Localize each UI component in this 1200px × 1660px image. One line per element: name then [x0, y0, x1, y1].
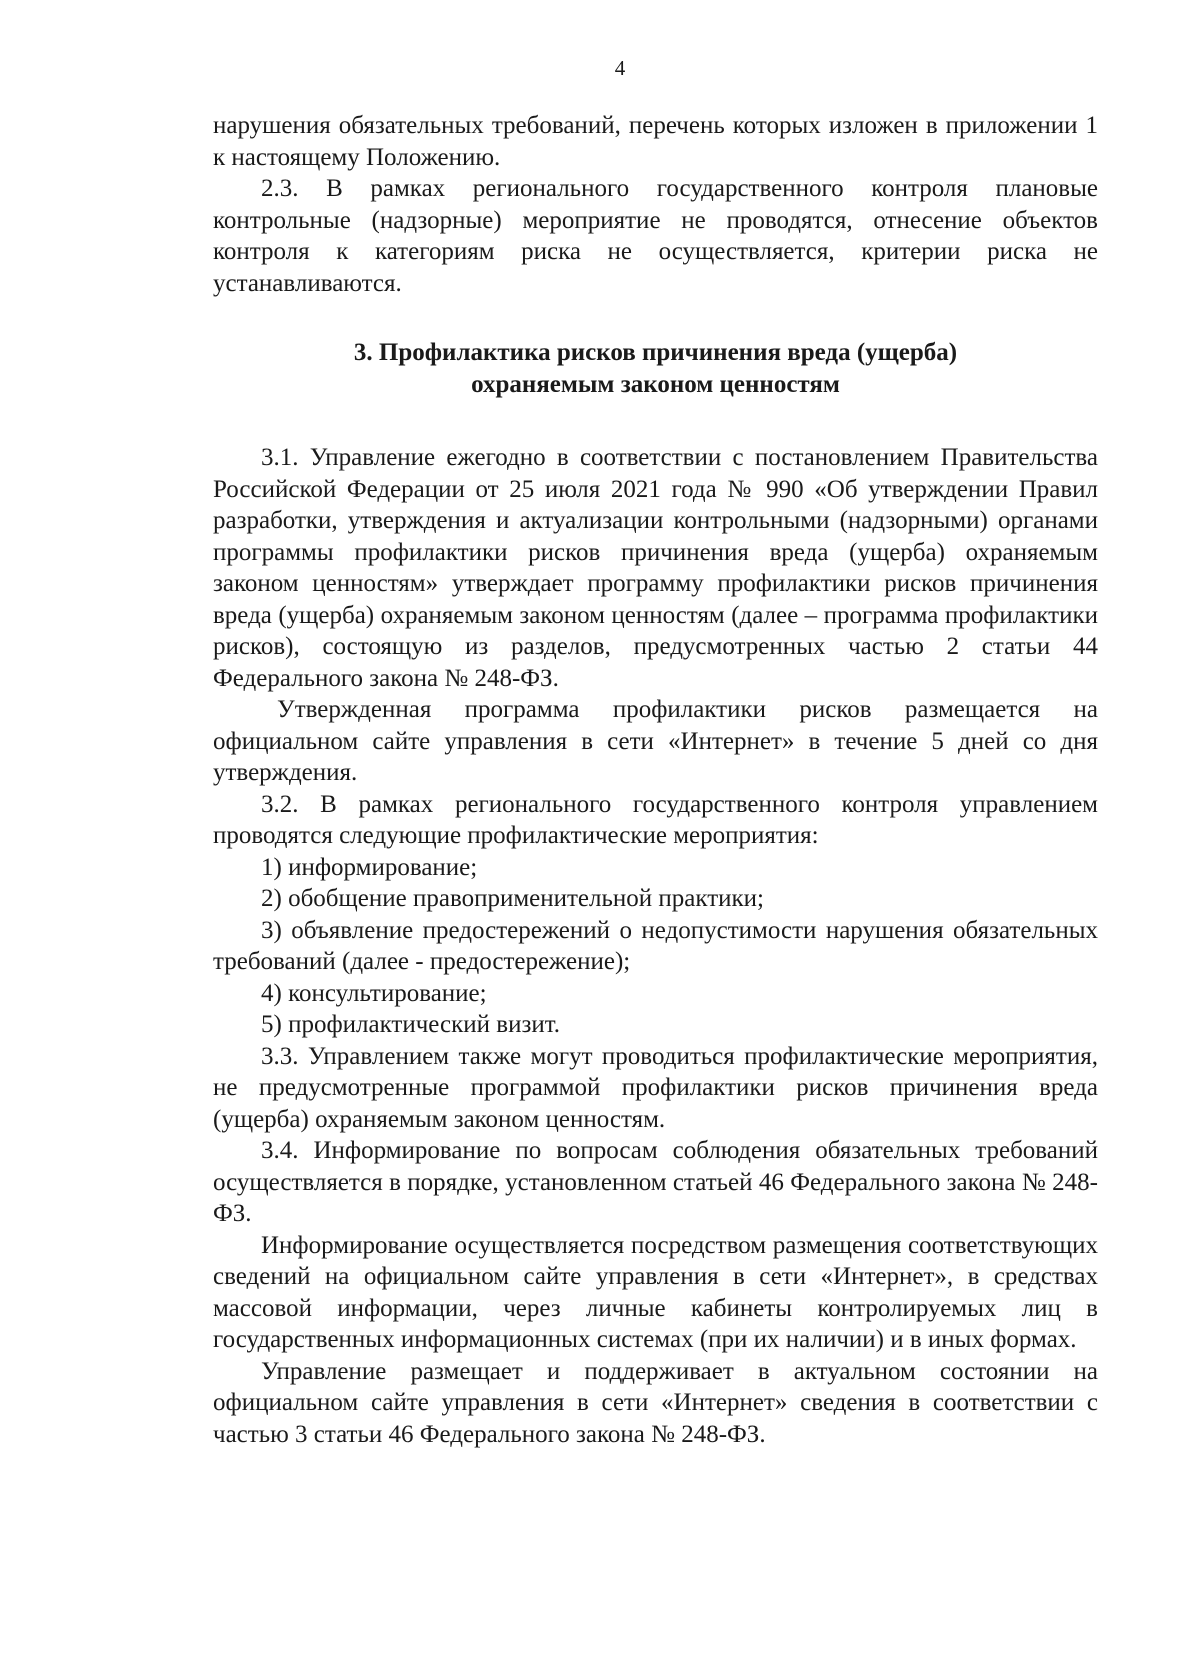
paragraph-continuation: нарушения обязательных требований, перечень которых изложен в приложении 1 к настоящему Положению. — [213, 112, 1098, 171]
paragraph-final: Управление размещает и поддерживает в актуальном состоянии на официальном сайте управления в сети «Интернет» сведения в соответствии с частью 3 статьи 46 Федерального закона № 248-ФЗ. — [213, 1357, 1098, 1448]
page-number: 4 — [614, 56, 626, 80]
paragraph-informing: Информирование осуществляется посредством размещения соответствующих сведений на официальном сайте управления в сети «Интернет», в средствах массовой информации, через личные кабинеты контролируемых лиц в государственных информационных системах (при их наличии) и в иных формах. — [213, 1231, 1098, 1353]
list-item: 5) профилактический визит. — [261, 1011, 560, 1038]
document-body — [213, 110, 1098, 1450]
list-item: 3) объявление предостережений о недопустимости нарушения обязательных требований (далее - предостережение); — [213, 916, 1098, 975]
list-item: 4) консультирование; — [261, 979, 487, 1007]
list-item: 1) информирование; — [261, 853, 478, 881]
paragraph-approved-program: Утвержденная программа профилактики рисков размещается на официальном сайте управления в сети «Интернет» в течение 5 дней со дня утверждения. — [213, 696, 1098, 786]
paragraph-3-2: 3.2. В рамках регионального государственного контроля управлением проводятся следующие профилактические мероприятия: — [213, 790, 1098, 849]
paragraph-2-3: 2.3. В рамках регионального государственного контроля плановые контрольные (надзорные) мероприятие не проводятся, отнесение объектов контроля к категориям риска не осуществляется, критерии риска не устанавливаются. — [213, 175, 1098, 297]
list-item: 2) обобщение правоприменительной практики; — [261, 885, 764, 912]
paragraph-3-3: 3.3. Управлением также могут проводиться профилактические мероприятия, не предусмотренные программой профилактики рисков причинения вреда (ущерба) охраняемым законом ценностям. — [213, 1042, 1098, 1133]
section-title-line-1: 3. Профилактика рисков причинения вреда (ущерба) — [353, 339, 958, 366]
section-title — [213, 337, 1098, 400]
paragraph-3-1: 3.1. Управление ежегодно в соответствии с постановлением Правительства Российской Федерации от 25 июля 2021 года № 990 «Об утверждении Правил разработки, утверждения и актуализации контрольными (надзорными) органами программы профилактики рисков причинения вреда (ущерба) охраняемым законом ценностям» утверждает программу профилактики рисков причинения вреда (ущерба) охраняемым законом ценностям (далее – программа профилактики рисков), состоящую из разделов, предусмотренных частью 2 статьи 44 Федерального закона № 248-ФЗ. — [213, 444, 1098, 692]
section-title-line-2: охраняемым законом ценностям — [471, 370, 840, 398]
paragraph-3-4: 3.4. Информирование по вопросам соблюдения обязательных требований осуществляется в порядке, установленном статьей 46 Федерального закона № 248-ФЗ. — [213, 1137, 1098, 1227]
